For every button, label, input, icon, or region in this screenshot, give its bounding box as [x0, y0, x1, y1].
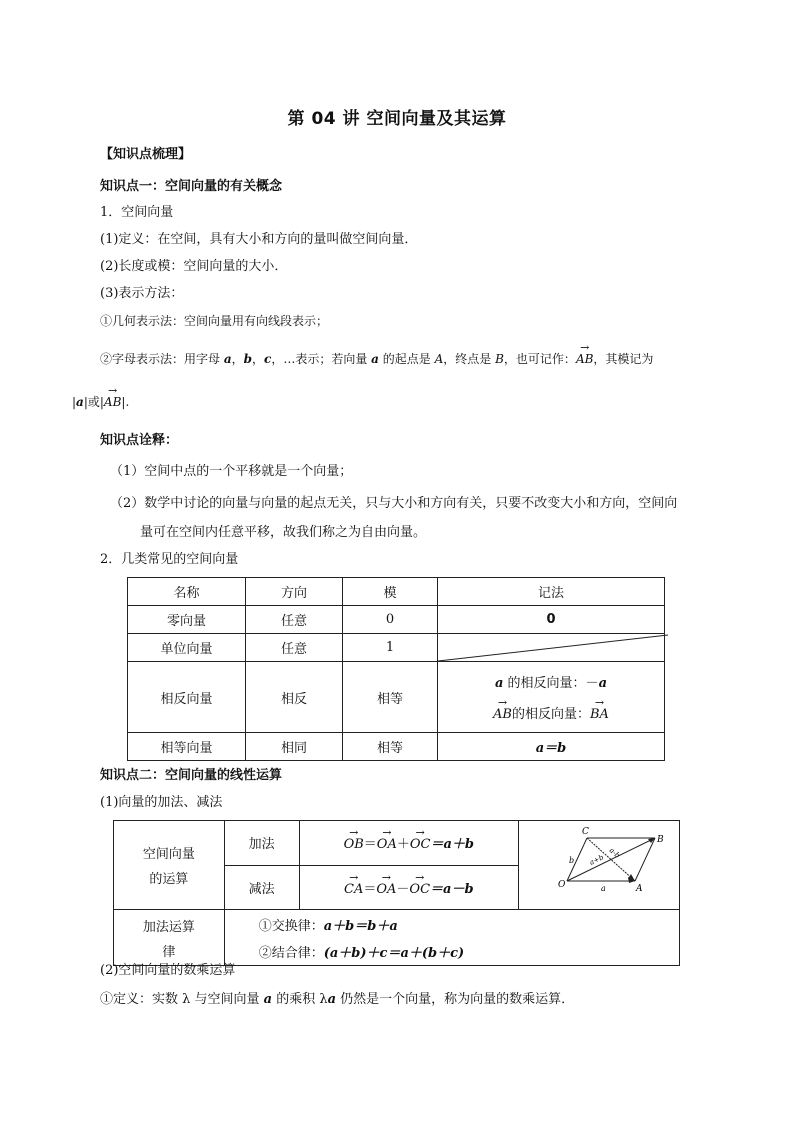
opposite-line-1	[438, 672, 664, 691]
cell-direction: 相反	[246, 662, 343, 733]
kp1-letter-repr	[100, 346, 653, 368]
vector-c: c	[264, 352, 272, 366]
cell-modulus: 相等	[343, 733, 438, 761]
point-b: B	[495, 352, 504, 366]
formula: a＋b＝b＋a	[323, 918, 398, 934]
text-segment: ，其模记为	[593, 352, 654, 366]
kp1-item1: 1．空间向量	[100, 205, 174, 220]
label-a: A	[636, 884, 643, 894]
parallelogram-figure	[519, 821, 679, 905]
kp1-length: (2)长度或模：空间向量的大小．	[100, 259, 288, 274]
vector-oa: → OA	[377, 833, 397, 852]
point-a: A	[434, 352, 444, 366]
cell-modulus: 0	[343, 606, 438, 634]
kp1-representation: (3)表示方法：	[100, 286, 184, 301]
vector-a: a	[494, 676, 504, 691]
label-a-minus-b: a-b	[607, 846, 622, 860]
result: ＝a－b	[430, 881, 474, 897]
header-modulus: 模	[343, 578, 438, 606]
vector-b: b	[243, 352, 253, 366]
text-segment: |或|	[83, 395, 104, 409]
op-label-line-2: 的运算	[149, 872, 189, 887]
label-c: C	[582, 827, 589, 837]
label-b: B	[657, 835, 664, 845]
bar: |.	[121, 395, 130, 409]
parallelogram-figure-cell	[519, 821, 680, 910]
vector-ob: → OB	[344, 833, 364, 852]
cell-notation: 0	[438, 606, 665, 634]
table-row	[114, 821, 680, 866]
note-2a: （2）数学中讨论的向量与向量的起点无关，只与大小和方向有关，只要不改变大小和方向，空间向	[110, 496, 678, 511]
text-segment: ，终点是	[443, 352, 496, 366]
cell-direction: 任意	[246, 634, 343, 662]
law-label-line-1: 加法运算	[142, 919, 195, 935]
formula: (a＋b)＋c＝a＋(b＋c)	[323, 945, 465, 961]
scalar-definition	[100, 991, 574, 1009]
kp1-geometric: ①几何表示法：空间向量用有向线段表示；	[100, 314, 329, 328]
vector-oa: → OA	[376, 878, 396, 897]
cell-name: 相反向量	[128, 662, 246, 733]
vector-a: a	[598, 676, 607, 691]
result: ＝a＋b	[430, 837, 474, 853]
text-segment: ②结合律：	[258, 945, 324, 961]
diagonal-slash	[438, 634, 668, 662]
cell-notation	[438, 662, 665, 733]
op-label-cell	[114, 821, 225, 910]
label-a-plus-b: a+b	[588, 853, 605, 867]
sub-formula	[299, 865, 518, 910]
vector-a: a	[263, 992, 273, 1007]
opposite-line-2	[438, 703, 664, 722]
bar: |	[72, 395, 77, 409]
eq: ＝	[363, 881, 377, 897]
linear-ops-table	[113, 820, 680, 966]
vector-ab: → AB	[104, 389, 121, 411]
cell-modulus: 相等	[343, 662, 438, 733]
sub-label: 减法	[224, 865, 299, 910]
vector-oc: → OC	[409, 878, 430, 897]
kp1-heading: 知识点一：空间向量的有关概念	[100, 179, 283, 194]
text-segment: ，…表示；若向量	[271, 352, 372, 366]
cell-notation-empty	[438, 634, 665, 662]
cell-name: 零向量	[128, 606, 246, 634]
vector-a: a	[327, 992, 337, 1007]
add-formula	[299, 821, 518, 866]
text-segment: 的相反向量：	[511, 707, 590, 722]
cell-modulus: 1	[343, 634, 438, 662]
text-segment: ，	[252, 352, 265, 366]
text-segment: ②字母表示法：用字母	[100, 352, 224, 366]
sub2-heading: (2)空间向量的数乘运算	[100, 963, 236, 978]
table-row	[128, 733, 665, 761]
law-content-cell	[224, 910, 679, 966]
kp2-heading: 知识点二：空间向量的线性运算	[100, 768, 283, 783]
commutative-law	[259, 915, 679, 934]
vector-a: a	[371, 352, 379, 366]
notes-heading: 知识点诠释：	[100, 433, 179, 448]
cell-notation: a＝b	[438, 733, 665, 761]
cell-name: 相等向量	[128, 733, 246, 761]
table-row	[128, 662, 665, 733]
header-name: 名称	[128, 578, 246, 606]
vector-types-table	[127, 577, 665, 761]
table-row	[128, 634, 665, 662]
text-segment: ①定义：实数 λ 与空间向量	[100, 992, 264, 1007]
vector-a: a	[76, 395, 84, 409]
cell-direction: 任意	[246, 606, 343, 634]
cell-direction: 相同	[246, 733, 343, 761]
table-header-row	[128, 578, 665, 606]
text-segment: 的相反向量：－	[503, 676, 599, 691]
table-row	[114, 910, 680, 966]
section-header: 【知识点梳理】	[100, 147, 192, 162]
associative-law	[259, 942, 679, 961]
eq: ＝	[363, 837, 377, 853]
minus: －	[396, 881, 410, 897]
header-direction: 方向	[246, 578, 343, 606]
vector-ab: → AB	[576, 346, 593, 368]
text-segment: 仍然是一个向量，称为向量的数乘运算．	[336, 992, 575, 1007]
add-label: 加法	[224, 821, 299, 866]
page-title: 第 04 讲 空间向量及其运算	[287, 109, 507, 129]
text-segment: ，也可记作：	[503, 352, 576, 366]
vector-a: a	[223, 352, 232, 366]
text-segment: ，	[231, 352, 244, 366]
text-segment: 的起点是	[378, 352, 435, 366]
cell-name: 单位向量	[128, 634, 246, 662]
kp1-definition: (1)定义：在空间，具有大小和方向的量叫做空间向量．	[100, 232, 418, 247]
law-label-cell	[114, 910, 225, 966]
text-segment: 的乘积 λ	[272, 992, 328, 1007]
vector-ab: → AB	[493, 703, 512, 722]
label-vec-a: a	[601, 884, 606, 893]
kp2-sub1: (1)向量的加法、减法	[100, 795, 223, 810]
law-label-line-2: 律	[162, 944, 176, 960]
kp1-modulus	[72, 389, 129, 411]
op-label-line-1: 空间向量	[142, 847, 195, 862]
vector-ca: → CA	[344, 878, 363, 897]
plus: ＋	[396, 837, 410, 853]
note-1: （1）空间中点的一个平移就是一个向量；	[110, 464, 353, 479]
header-notation: 记法	[438, 578, 665, 606]
label-vec-b: b	[569, 856, 575, 865]
vector-oc: → OC	[410, 833, 431, 852]
item2-heading: 2．几类常见的空间向量	[100, 552, 239, 567]
label-o: O	[558, 880, 566, 890]
text-segment: ①交换律：	[258, 918, 324, 934]
note-2b: 量可在空间内任意平移，故我们称之为自由向量。	[140, 525, 427, 540]
table-row	[128, 606, 665, 634]
vector-ba: → BA	[590, 703, 609, 722]
